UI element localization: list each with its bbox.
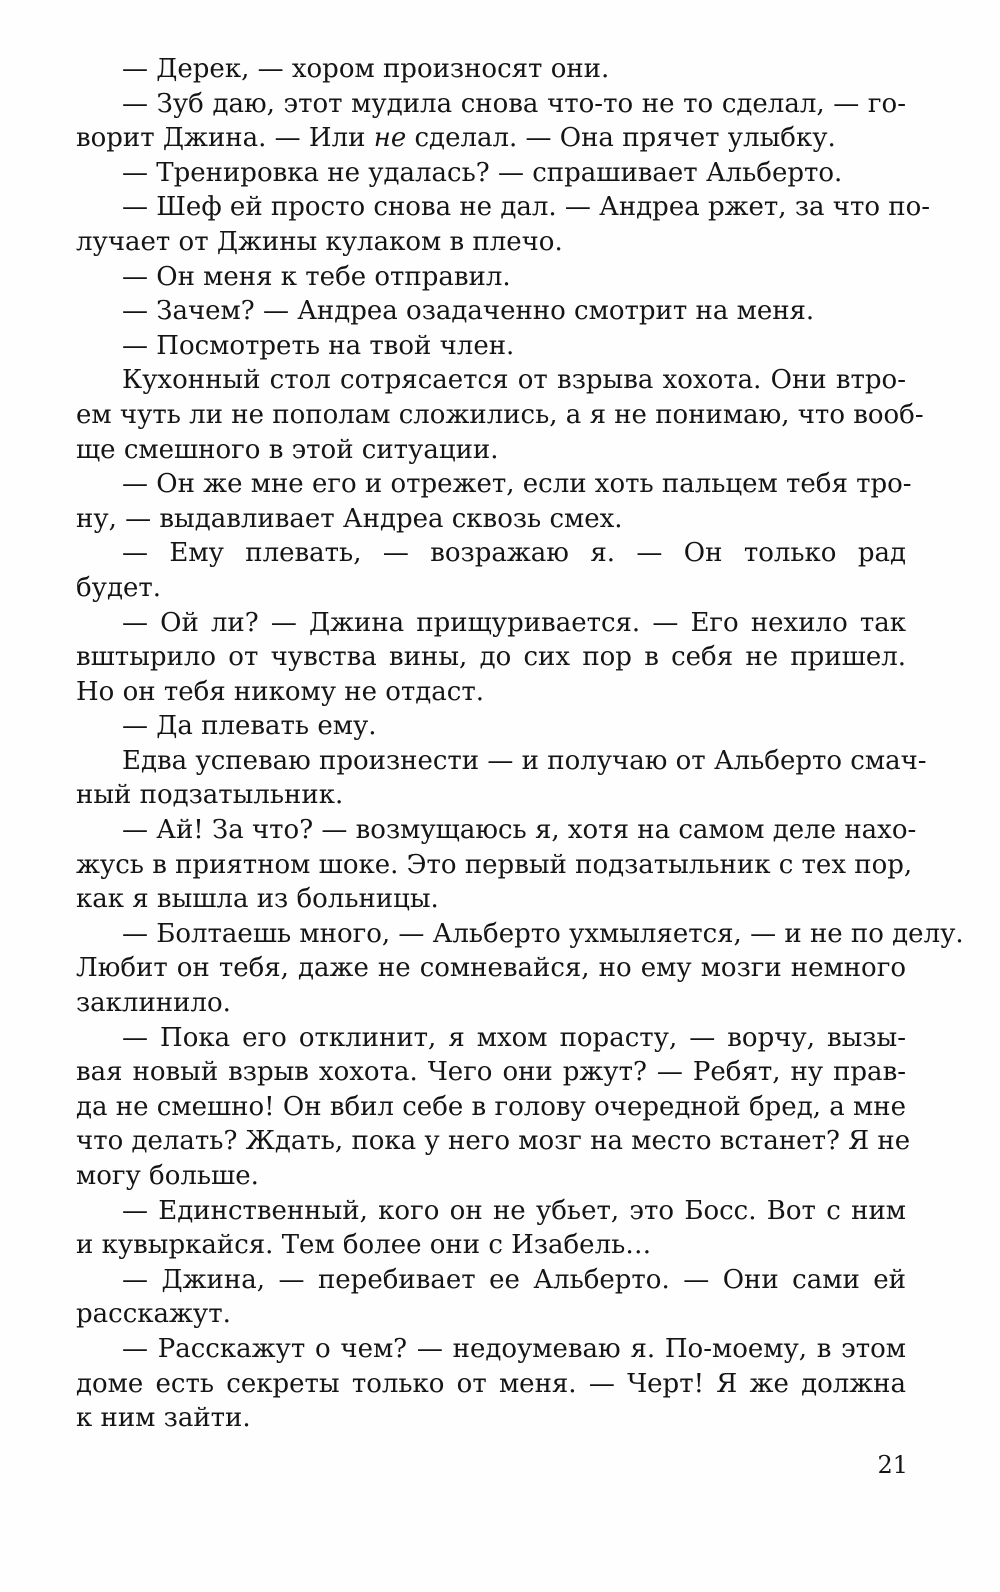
text-line: вая новый взрыв хохота. Чего они ржут? — Ребят, ну прав- [76, 1057, 906, 1088]
text-line: — Единственный, кого он не убьет, это Босс. Вот с ним [122, 1195, 906, 1226]
text-line: ще смешного в этой ситуации. [76, 434, 499, 465]
text-line: — Болтаешь много, — Альберто ухмыляется, — и не по делу. [122, 918, 964, 949]
emphasized-word: не [373, 123, 407, 154]
text-line: ну, — выдавливает Андреа сквозь смех. [76, 503, 623, 534]
text-line: ем чуть ли не пополам сложились, а я не понимаю, что вооб- [76, 399, 924, 430]
text-line: — Ай! За что? — возмущаюсь я, хотя на самом деле нахо- [122, 815, 917, 846]
text-line: и кувыркайся. Тем более они с Изабель… [76, 1230, 652, 1261]
text-line: Едва успеваю произнести — и получаю от Альберто смач- [122, 745, 927, 776]
text-line: жусь в приятном шоке. Это первый подзатыльник с тех пор, [76, 849, 913, 880]
text-line: доме есть секреты только от меня. — Черт! Я же должна [76, 1368, 906, 1399]
text-line: — Пока его отклинит, я мхом порасту, — ворчу, вызы- [122, 1022, 906, 1053]
text-line: — Тренировка не удалась? — спрашивает Альберто. [122, 157, 843, 188]
text-line: — Ой ли? — Джина прищуривается. — Его нехило так [122, 607, 906, 638]
text-line: — Джина, — перебивает ее Альберто. — Они сами ей [122, 1264, 906, 1295]
text-line: лучает от Джины кулаком в плечо. [76, 226, 563, 257]
text-line: — Расскажут о чем? — недоумеваю я. По-моему, в этом [122, 1333, 906, 1364]
text-line: Любит он тебя, даже не сомневайся, но ему мозги немного [76, 953, 906, 984]
text-line: ный подзатыльник. [76, 780, 344, 811]
text-line: — Шеф ей просто снова не дал. — Андреа ржет, за что по- [122, 192, 931, 223]
text-line: да не смешно! Он вбил себе в голову очередной бред, а мне [76, 1091, 906, 1122]
text-line: Кухонный стол сотрясается от взрыва хохота. Они втро- [122, 365, 906, 396]
text-line: — Зачем? — Андреа озадаченно смотрит на меня. [122, 296, 815, 327]
text-line: что делать? Ждать, пока у него мозг на место встанет? Я не [76, 1126, 911, 1157]
text-line: будет. [76, 572, 161, 603]
page-number: 21 [877, 1451, 908, 1479]
text-line: заклинило. [76, 988, 231, 1019]
text-line: вштырило от чувства вины, до сих пор в себя не пришел. [76, 642, 906, 673]
text-line: — Зуб даю, этот мудила снова что-то не то сделал, — го- [122, 88, 906, 119]
text-line: — Ему плевать, — возражаю я. — Он только рад [122, 538, 906, 569]
text-fragment: сделал. — Она прячет улыбку. [406, 123, 836, 154]
text-line: — Он меня к тебе отправил. [122, 261, 511, 292]
body-text [76, 52, 964, 1436]
text-line: к ним зайти. [76, 1403, 251, 1434]
text-line: расскажут. [76, 1299, 231, 1330]
text-line: — Дерек, — хором произносят они. [122, 54, 610, 84]
text-line [76, 121, 906, 156]
text-line: — Посмотреть на твой член. [122, 330, 515, 361]
text-line: — Он же мне его и отрежет, если хоть пальцем тебя тро- [122, 469, 912, 500]
text-line: Но он тебя никому не отдаст. [76, 676, 485, 707]
text-fragment: ворит Джина. — Или [76, 123, 374, 154]
text-line: как я вышла из больницы. [76, 884, 439, 915]
text-line: могу больше. [76, 1161, 259, 1191]
text-line: — Да плевать ему. [122, 711, 377, 742]
